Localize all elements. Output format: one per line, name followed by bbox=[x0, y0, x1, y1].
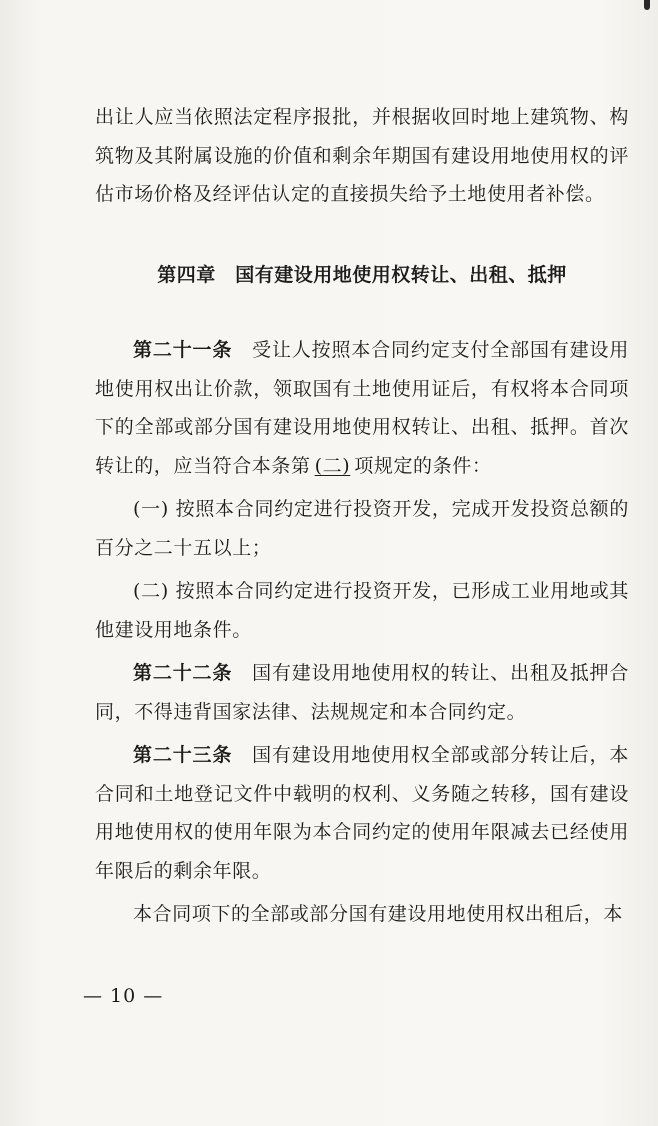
article-21 bbox=[95, 331, 629, 485]
article-21-blank-value: (二) bbox=[314, 454, 351, 477]
article-21-text: 受让人按照本合同约定支付全部国有建设用地使用权出让价款，领取国有土地使用证后，有权将本合同项下的全部或部分国有建设用地使用权转让、出租、抵押。首次转让的，应当符合本条第 bbox=[95, 339, 629, 477]
intro-paragraph: 出让人应当依照法定程序报批，并根据收回时地上建筑物、构筑物及其附属设施的价值和剩余年期国有建设用地使用权的评估市场价格及经评估认定的直接损失给予土地使用者补偿。 bbox=[95, 106, 629, 205]
article-22-label: 第二十二条 bbox=[133, 662, 233, 684]
last-paragraph: 本合同项下的全部或部分国有建设用地使用权出租后，本 bbox=[133, 903, 624, 925]
article-21-label: 第二十一条 bbox=[133, 339, 233, 361]
article-21-item-1: (一) 按照本合同约定进行投资开发，完成开发投资总额的百分之二十五以上； bbox=[95, 498, 629, 559]
scan-mark bbox=[644, 0, 650, 10]
article-23-label: 第二十三条 bbox=[133, 744, 233, 766]
chapter-title: 第四章 国有建设用地使用权转让、出租、抵押 bbox=[157, 263, 567, 286]
page-number: — 10 — bbox=[83, 985, 164, 1007]
article-22 bbox=[95, 654, 629, 731]
article-22-text: 国有建设用地使用权的转让、出租及抵押合同，不得违背国家法律、法规规定和本合同约定。 bbox=[95, 662, 629, 723]
article-21-item-2: (二) 按照本合同约定进行投资开发，已形成工业用地或其他建设用地条件。 bbox=[95, 580, 629, 641]
article-21-text-end: 项规定的条件： bbox=[354, 454, 492, 477]
article-23-text: 国有建设用地使用权全部或部分转让后，本合同和土地登记文件中载明的权利、义务随之转移，国有建设用地使用权的使用年限为本合同约定的使用年限减去已经使用年限后的剩余年限。 bbox=[95, 744, 629, 882]
document-body bbox=[95, 98, 629, 934]
article-23 bbox=[95, 736, 629, 890]
